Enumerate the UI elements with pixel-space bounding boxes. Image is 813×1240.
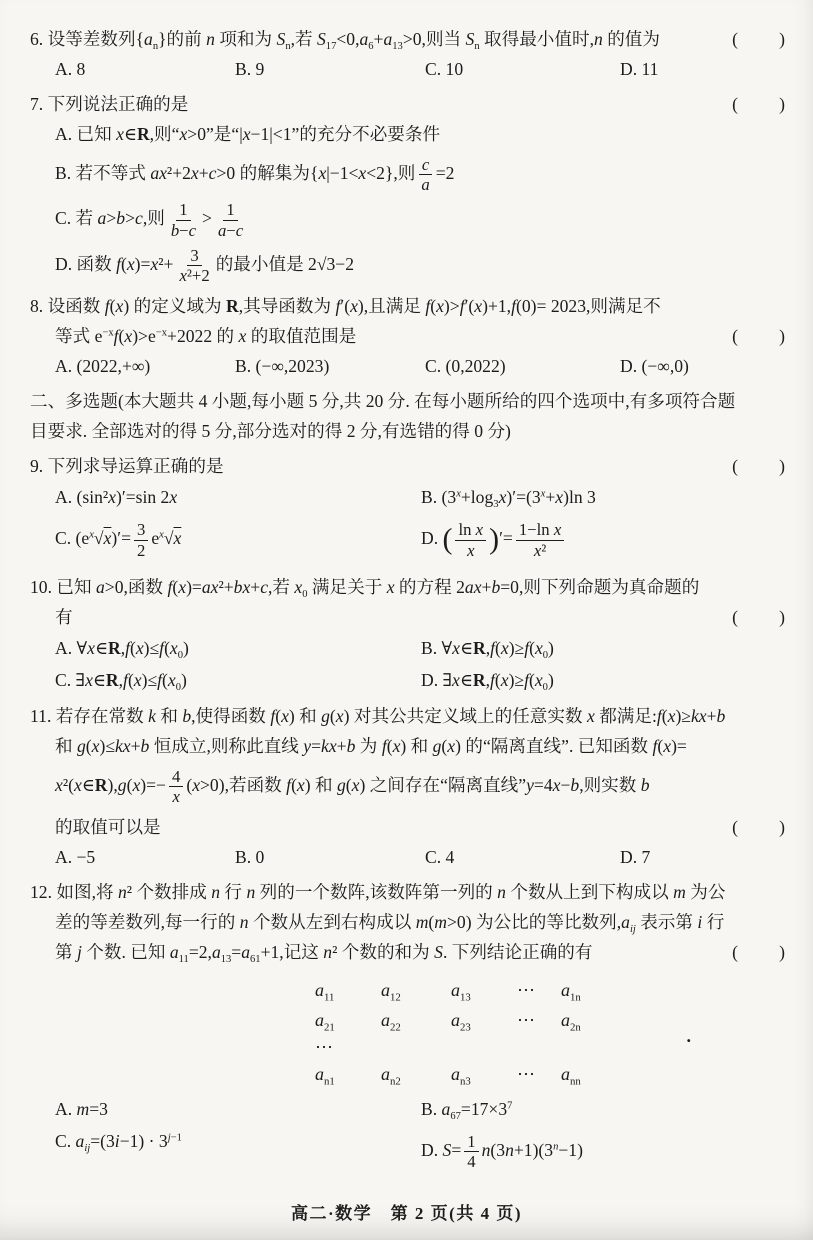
question-6-answer-paren: ( ) [732,29,787,49]
question-12-option-b: B. $a_{67}=17\times 3^7$ [421,1099,513,1123]
number-array-figure [315,975,691,1089]
question-11-stem-line-4-row [30,812,787,842]
section-2-header-line-2: 目要求. 全部选对的得 5 分,部分选对的得 2 分,有选错的得 0 分) [30,421,511,442]
question-12-stem-line-3-row [30,937,787,967]
question-9-option-c: C. $(e^x√x)'=$ $\frac{3}{2}$ $e^x√x$ [55,520,182,560]
question-10-stem-line-2-row [30,602,787,632]
array-cell: $a_{n1}$ [315,1064,335,1088]
question-6-option-b: B. 9 [235,59,265,79]
question-11-option-b: B. 0 [235,847,265,868]
question-9-answer-paren: ( ) [732,456,787,477]
question-6-stem-row [30,24,787,54]
question-9-stem-row [30,451,787,481]
question-6-options [30,54,787,84]
array-cell: $a_{21}$ [315,1010,335,1034]
question-8-option-c: C. (0,2022) [425,356,506,377]
question-9-option-b: B. $(3^x+\log_3x)'=(3^x+x)\ln$ 3 [421,487,596,511]
question-8-option-a: A. (2022,+∞) [55,356,151,377]
question-10-answer-paren: ( ) [732,606,787,627]
question-12-option-d: D. S= $\frac{1}{4}$ $n(3n+1)(3^n-1)$ [421,1132,583,1172]
question-11-stem-line-3: x²(x∈R),g(x)=− $\frac{4}{x}$ (x>0),若函数 f(x) 和 g(x) 之间存在“隔离直线”y=4x−b,则实数 b [55,766,650,806]
question-7-option-c: C. 若 a>b>c,则 $\frac{1}{b-c}$ > $\frac{1}{a-c}$ [55,200,244,240]
question-11-stem-line-2: 和 g(x)≤kx+b 恒成立,则称此直线 y=kx+b 为 f(x) 和 g(x) 的“隔离直线”. 已知函数 f(x)= [55,735,687,756]
section-2-header [30,386,787,446]
array-cell: $a_{n2}$ [381,1064,401,1088]
question-9-options [30,481,787,566]
question-8-stem-line-2: 等式 $e^{-x}f(x)>e^{-x}+2022$ 的 x 的取值范围是 [55,326,357,347]
array-cell: $a_{2n}$ [561,1010,581,1034]
question-11-answer-paren: ( ) [732,817,787,838]
question-9-option-d: D. ( $\frac{\text{ln x}}{x}$ )′= $\frac{\text{1−ln x}}{\text{x²}}$ [421,519,787,560]
question-10-options [30,632,787,696]
question-10-option-c: C. $\exists x\in R,f(x)\le f(x_0)$ [55,669,187,693]
array-cell: $a_{23}$ [451,1010,471,1034]
section-2-header-line-1: 二、多选题(本大题共 4 小题,每小题 5 分,共 20 分. 在每小题所给的四个选项中,有多项符合题 [30,391,736,412]
array-cell: ⋯ [315,1037,333,1058]
question-12-stem-line-2: 差的等差数列,每一行的 n 个数从左到右构成以 m(m>0) 为公比的等比数列$,a_{ij}$ 表示第 i 行 [55,912,725,936]
array-cell: $a_{n3}$ [451,1064,471,1088]
array-cell: ⋯ [517,1010,535,1031]
array-row-2 [315,1005,625,1035]
stray-period-mark: . [686,1026,691,1047]
question-11-options [30,842,787,872]
question-6 [30,24,787,84]
question-7-option-a: A. 已知 x∈R,则“x>0”是“|x−1|<1”的充分不必要条件 [55,124,441,144]
question-12-stem-line-1: 12. 如图,将 n² 个数排成 n 行 n 列的一个数阵,该数阵第一列的 n 个数从上到下构成以 m 为公 [30,882,726,903]
question-12 [30,877,787,1178]
array-row-ellipsis [315,1035,625,1059]
question-11 [30,701,787,872]
question-9 [30,451,787,566]
question-7-answer-paren: ( ) [732,94,787,114]
question-11-option-d: D. 7 [620,847,651,868]
question-11-stem-line-4: 的取值可以是 [55,817,161,838]
question-6-option-c: C. 10 [425,59,464,79]
question-10-option-a: A. $\forall x\in R,f(x)\le f(x_0)$ [55,637,189,661]
array-cell: $a_{11}$ [315,980,335,1004]
question-10-stem-line-1: 10. 已知 a>0,函数 f(x)=ax²+bx+c,若 $x_0$ 满足关于 x 的方程 2ax+b=0,则下列命题为真命题的 [30,576,700,600]
question-7-stem-row [30,89,787,119]
question-7-stem: 7. 下列说法正确的是 [30,94,189,114]
question-8 [30,291,787,381]
question-9-option-a: A. (sin²x)′=sin 2x [55,487,178,508]
array-cell: $a_{22}$ [381,1010,401,1034]
question-8-stem-line-2-row [30,321,787,351]
question-12-stem-line-3: 第 j 个数. 已知 $a_{11}=2,a_{13}=a_{61}+1$,记这 n² 个数的和为 S. 下列结论正确的有 [55,942,593,966]
question-7-option-d: D. 函数 f(x)=x²+ $\frac{3}{\text{x²+2}}$ 的最小值是 2√3−2 [55,245,355,286]
question-9-stem: 9. 下列求导运算正确的是 [30,456,224,477]
array-cell: $a_{1n}$ [561,980,581,1004]
question-6-option-a: A. 8 [55,59,86,79]
question-10-option-b: B. $\forall x\in R,f(x)\ge f(x_0)$ [421,637,554,661]
question-8-option-b: B. (−∞,2023) [235,356,330,377]
question-10-option-d: D. $\exists x\in R,f(x)\ge f(x_0)$ [421,669,554,693]
question-12-answer-paren: ( ) [732,942,787,963]
array-cell: ⋯ [517,1064,535,1085]
question-10 [30,572,787,696]
question-12-option-a: A. m=3 [55,1099,108,1120]
question-7 [30,89,787,285]
question-8-answer-paren: ( ) [732,326,787,347]
question-8-option-d: D. (−∞,0) [620,356,689,377]
array-cell: $a_{13}$ [451,980,471,1004]
question-10-stem-line-2: 有 [55,606,73,627]
question-8-options [30,351,787,381]
question-11-stem-line-1: 11. 若存在常数 k 和 b,使得函数 f(x) 和 g(x) 对其公共定义域上的任意实数 x 都满足:f(x)≥kx+b [30,705,726,726]
question-12-options [30,1093,787,1178]
question-11-option-a: A. −5 [55,847,96,868]
page-footer: 高二·数学 第 2 页(共 4 页) [291,1204,522,1223]
question-8-stem-line-1: 8. 设函数 f(x) 的定义域为 R,其导函数为 f′(x),且满足 f(x)>f′(x)+1,f(0)= 2023,则满足不 [30,296,661,317]
question-6-stem: 6. 设等差数列$\{a_n\}$的前 n 项和为 $S_n$,若 $S_{17}<0,a_6+a_{13}>0$,则当 $S_n$ 取得最小值时,n 的值为 [30,29,660,53]
array-row-1 [315,975,625,1005]
array-cell: $a_{nn}$ [561,1064,581,1088]
question-7-option-b: B. 若不等式 ax²+2x+c>0 的解集为{x|−1<x<2},则 $\frac{c}{a}$ =2 [55,155,455,195]
question-6-option-d: D. 11 [620,59,659,79]
question-11-option-c: C. 4 [425,847,455,868]
array-row-n [315,1059,625,1089]
question-12-option-c: C. $a_{ij}=(3i-1) \cdot 3^{j-1}$ [55,1131,182,1155]
array-cell: ⋯ [517,980,535,1001]
array-cell: $a_{12}$ [381,980,401,1004]
